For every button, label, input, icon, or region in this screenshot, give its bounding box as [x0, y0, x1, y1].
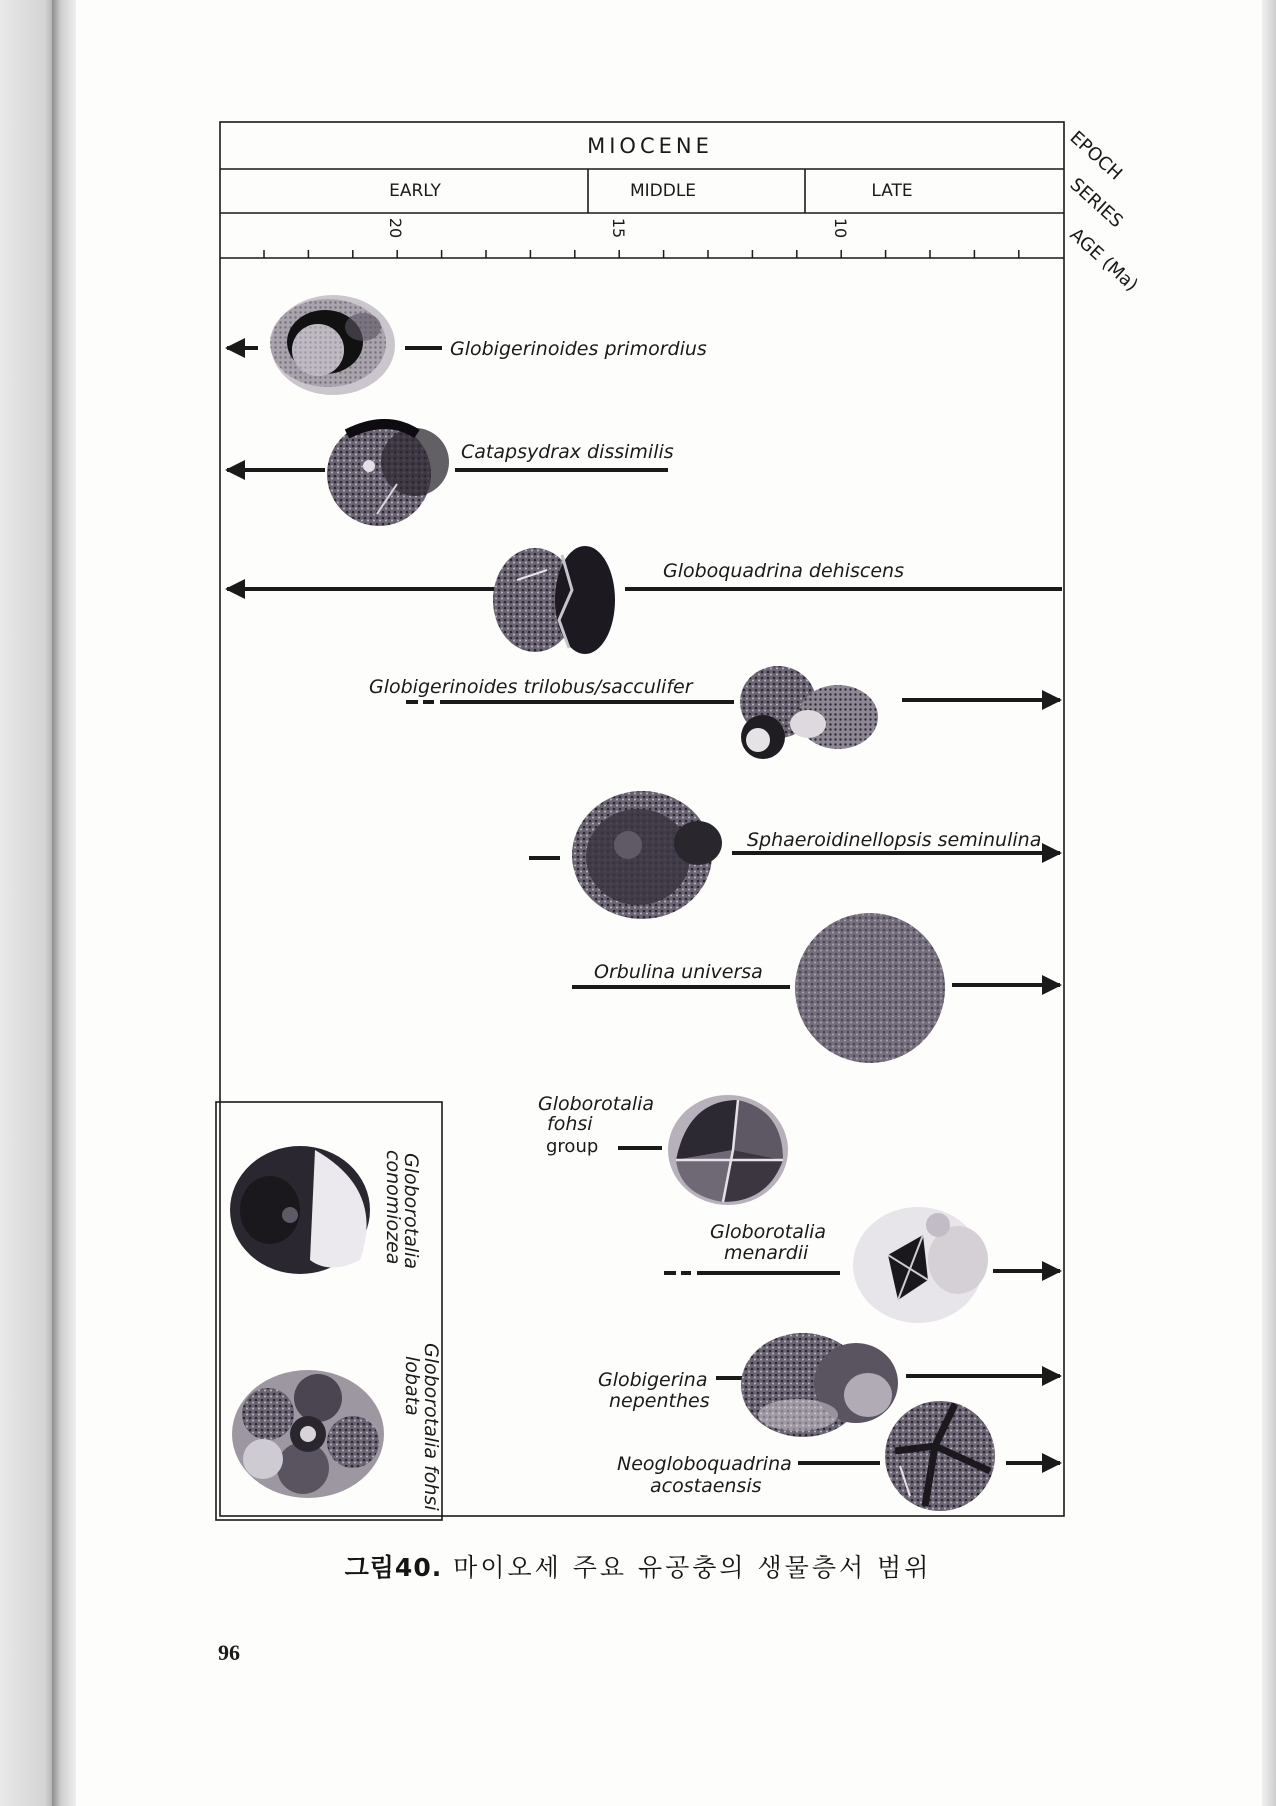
specimen-dehiscens — [493, 546, 615, 654]
specimen-fohsi — [668, 1095, 788, 1205]
species-labels — [369, 338, 1041, 1497]
specimen-trilobus — [740, 666, 878, 759]
label-fohsi-line1: Globorotalia — [538, 1093, 655, 1115]
specimen-conomiozea — [230, 1146, 370, 1274]
specimen-dissimilis — [327, 422, 449, 526]
inset-label-conomiozea-1: Globorotalia — [400, 1153, 422, 1270]
specimen-fohsi-lobata — [232, 1370, 384, 1498]
label-seminulina: Sphaeroidinellopsis seminulina — [747, 829, 1042, 851]
specimen-menardii — [853, 1207, 988, 1323]
specimen-primordius — [270, 295, 395, 395]
caption-text: 마이오세 주요 유공충의 생물층서 범위 — [453, 1553, 932, 1582]
series-late: LATE — [871, 181, 913, 201]
series-early: EARLY — [389, 181, 441, 201]
label-menardii-line1: Globorotalia — [710, 1221, 827, 1243]
label-fohsi-line2: fohsi — [547, 1113, 593, 1135]
specimen-images — [270, 295, 995, 1511]
inset-label-lobata-1: Globorotalia fohsi — [420, 1343, 442, 1511]
inset-label-conomiozea-2: conomiozea — [382, 1150, 404, 1265]
label-acostaensis-line1: Neogloboquadrina — [617, 1453, 792, 1475]
epoch-label: MIOCENE — [587, 134, 713, 158]
caption-prefix: 그림40. — [344, 1553, 443, 1582]
figure-caption — [0, 1548, 1276, 1584]
specimen-orbulina — [795, 913, 945, 1063]
specimen-acostaensis — [885, 1401, 995, 1511]
label-primordius: Globigerinoides primordius — [450, 338, 707, 360]
series-middle: MIDDLE — [629, 181, 697, 201]
label-menardii-line2: menardii — [724, 1242, 809, 1264]
age-label-20: 20 — [386, 217, 405, 239]
label-trilobus: Globigerinoides trilobus/sacculifer — [369, 676, 693, 698]
inset-label-lobata-2: lobata — [401, 1356, 423, 1416]
side-label-series: SERIES — [1065, 174, 1127, 233]
label-nepenthes-line1: Globigerina — [598, 1369, 708, 1391]
side-label-age: AGE (Ma) — [1065, 224, 1142, 296]
label-dissimilis: Catapsydrax dissimilis — [461, 441, 674, 463]
inset-box — [216, 1102, 442, 1520]
side-label-epoch: EPOCH — [1065, 127, 1127, 185]
specimen-seminulina — [572, 791, 722, 919]
label-fohsi-line3: group — [546, 1136, 599, 1157]
label-nepenthes-line2: nepenthes — [609, 1390, 710, 1412]
age-ticks — [264, 250, 1019, 258]
age-label-15: 15 — [609, 217, 628, 239]
specimen-nepenthes — [741, 1333, 898, 1437]
label-dehiscens: Globoquadrina dehiscens — [663, 560, 904, 582]
label-acostaensis-line2: acostaensis — [650, 1475, 762, 1497]
page-number: 96 — [218, 1640, 240, 1665]
label-orbulina: Orbulina universa — [594, 961, 763, 983]
age-label-10: 10 — [831, 217, 850, 239]
